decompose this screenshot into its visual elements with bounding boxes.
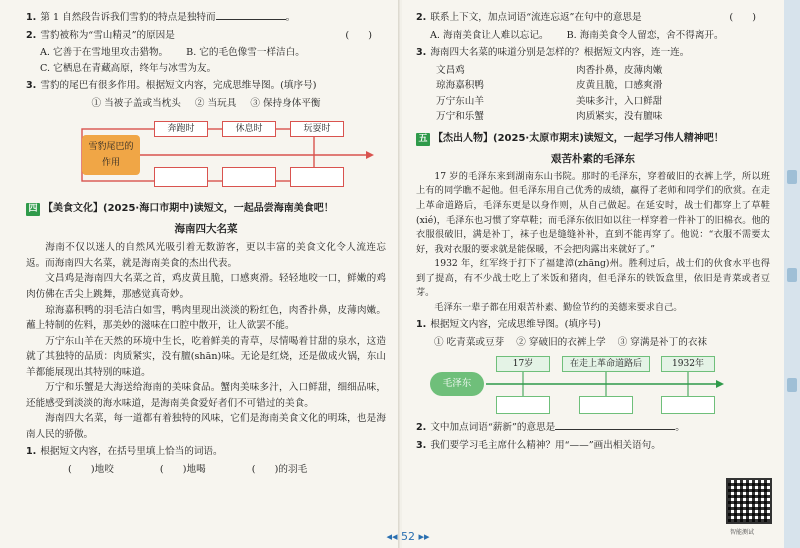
choice-item: ③ 保持身体平衡 bbox=[250, 97, 321, 109]
question-number: 3. bbox=[26, 80, 37, 92]
dish-taste[interactable]: 肉质紧实，没有膻味 bbox=[576, 111, 663, 123]
question-number: 1. bbox=[416, 319, 427, 331]
choice-item: ② 穿破旧的衣裤上学 bbox=[516, 336, 606, 348]
options-row bbox=[26, 45, 386, 61]
answer-blank[interactable] bbox=[216, 10, 286, 20]
choice-list bbox=[26, 96, 386, 112]
qr-label: 智能测试 bbox=[730, 529, 755, 536]
answer-blank[interactable] bbox=[555, 420, 675, 430]
paragraph: 海南不仅以迷人的自然风光吸引着无数游客，更以丰富的美食文化令人流连忘返。而海南四大名菜，就是海南美食的杰出代表。 bbox=[26, 242, 386, 269]
article-body bbox=[26, 240, 386, 442]
answer-box[interactable] bbox=[661, 396, 715, 414]
article-body bbox=[416, 170, 770, 315]
option-a[interactable]: A. 它善于在雪地里攻击猎物。 bbox=[40, 47, 169, 59]
option-a[interactable]: A. 海南美食让人难以忘记。 bbox=[430, 29, 549, 41]
matching-exercise bbox=[436, 63, 770, 125]
choice-item: ② 当玩具 bbox=[194, 97, 237, 109]
question-2 bbox=[416, 10, 770, 26]
section-5-question-3 bbox=[416, 438, 770, 454]
section-title: 【杰出人物】(2025·太原市期末)读短文，一起学习伟人精神吧！ bbox=[433, 132, 724, 144]
section-4-heading bbox=[26, 201, 386, 217]
page-edge bbox=[784, 0, 800, 548]
choice-item: ① 当被子盖或当枕头 bbox=[91, 97, 181, 109]
paragraph: 琼海嘉积鸭的羽毛洁白如雪，鸭肉里现出淡淡的粉红色，肉香扑鼻，皮薄肉嫩。蘸上特制的佐料，那美妙的滋味在口腔中散开，让人欲罢不能。 bbox=[26, 304, 386, 332]
next-page-icon[interactable]: ▸▸ bbox=[415, 530, 430, 543]
fill-item[interactable]: ( )的羽毛 bbox=[251, 463, 308, 475]
paragraph: 毛泽东一辈子都在用艰苦朴素、勤俭节约的美德来要求自己。 bbox=[434, 301, 683, 313]
mind-map-root: 毛泽东 bbox=[430, 372, 484, 396]
fill-item[interactable]: ( )地咬 bbox=[68, 463, 114, 475]
arrow-icon bbox=[366, 151, 374, 159]
dish-name[interactable]: 万宁和乐蟹 bbox=[436, 111, 484, 123]
stage-label: 1932年 bbox=[661, 356, 715, 372]
choice-item: ① 吃青菜或豆芽 bbox=[434, 336, 505, 348]
qr-code[interactable] bbox=[726, 478, 772, 524]
paragraph: 17 岁的毛泽东来到湖南东山书院。那时的毛泽东，穿着破旧的衣裤上学，所以班上有的同学瞧不起他。但毛泽东用自己优秀的成绩，赢得了老师和同学们的欣赏。在走上革命道路后，毛泽东更是以身作则，从自己做起。在延安时，战士们都穿上了草鞋(xié)，毛泽东也习惯了穿草鞋；而毛泽东依旧如以往一样穿着一件补丁的旧棉衣。他的衣服很破旧，满是补丁，袜子也是缝缝补补，直到不能再穿了。他说：“衣服不需要太好，我对衣服的要求就是能保暖，不会把肉露出来就好了。” bbox=[416, 170, 770, 255]
option-c[interactable]: C. 它栖息在青藏高原，终年与冰雪为友。 bbox=[40, 62, 217, 74]
question-3 bbox=[26, 78, 386, 94]
article-title: 艰苦朴素的毛泽东 bbox=[551, 152, 635, 165]
question-text: 联系上下文，加点词语“流连忘返”在句中的意思是 bbox=[430, 12, 642, 23]
mind-map-root: 雪豹尾巴的作用 bbox=[82, 135, 140, 175]
paragraph: 1932 年，红军终于打下了福建漳(zhāng)州。胜利过后，战士们的伙食水平也得到了提高，有不少战士吃上了米饭和猪肉，但毛泽东的铁饭盒里，依旧是青菜或者豆芽。 bbox=[416, 258, 770, 299]
section-tag: 五 bbox=[416, 133, 430, 146]
answer-box[interactable] bbox=[496, 396, 550, 414]
question-number: 1. bbox=[26, 12, 37, 23]
fill-item[interactable]: ( )地喝 bbox=[159, 463, 206, 475]
dish-name[interactable]: 万宁东山羊 bbox=[436, 95, 484, 107]
section-5-heading bbox=[416, 131, 770, 147]
answer-paren[interactable]: ( ) bbox=[729, 12, 756, 23]
option-b[interactable]: B. 它的毛色像雪一样洁白。 bbox=[186, 47, 305, 59]
prev-page-icon[interactable]: ◂◂ bbox=[386, 530, 401, 543]
paragraph: 万宁和乐蟹是大海送给海南的美味食品。蟹肉美味多汁，入口鲜甜，细细品味，还能感受到淡淡的海水味道，是海南美食爱好者们不可错过的美食。 bbox=[26, 382, 386, 409]
question-number: 2. bbox=[26, 29, 37, 41]
dish-name[interactable]: 琼海嘉积鸭 bbox=[436, 80, 484, 92]
edge-tab[interactable] bbox=[787, 378, 797, 392]
dish-taste[interactable]: 美味多汁，入口鲜甜 bbox=[576, 95, 663, 107]
paragraph: 万宁东山羊在天然的环境中生长，吃着鲜美的青草，尽情喝着甘甜的泉水，这造就了其独特的品质：肉质紧实，没有膻(shān)味。无论是红烧，还是做成火锅，东山羊都能展现出其特别的味道。 bbox=[26, 335, 386, 378]
section-5-question-2: 2. 文中加点词语“薪新”的意思是 。 bbox=[416, 422, 685, 434]
answer-box[interactable] bbox=[290, 167, 344, 187]
option-b[interactable]: B. 海南美食令人留恋，舍不得离开。 bbox=[566, 29, 724, 41]
branch-label: 休息时 bbox=[222, 121, 276, 137]
question-2 bbox=[26, 28, 386, 44]
branch-label: 奔跑时 bbox=[154, 121, 208, 137]
question-text: 雪豹被称为“雪山精灵”的原因是 bbox=[40, 29, 175, 41]
question-text: 海南四大名菜的味道分别是怎样的？根据短文内容，连一连。 bbox=[430, 47, 690, 59]
question-1: 1. 第 1 自然段告诉我们雪豹的特点是独特而 。 bbox=[26, 12, 296, 23]
question-number: 1. bbox=[26, 446, 37, 458]
question-number: 3. bbox=[416, 439, 427, 451]
branch-label: 玩耍时 bbox=[290, 121, 344, 137]
options-row bbox=[416, 28, 770, 44]
question-text: 根据短文内容，在括号里填上恰当的词语。 bbox=[40, 446, 223, 458]
arrow-icon bbox=[716, 380, 724, 388]
question-text: 文中加点词语“薪新”的意思是 bbox=[430, 422, 556, 434]
answer-paren[interactable]: ( ) bbox=[345, 29, 372, 41]
answer-box[interactable] bbox=[222, 167, 276, 187]
question-text: 我们要学习毛主席什么精神？用“——”画出相关语句。 bbox=[430, 439, 661, 451]
dish-taste[interactable]: 肉香扑鼻，皮薄肉嫩 bbox=[576, 64, 663, 76]
mao-mind-map bbox=[416, 354, 770, 418]
answer-box[interactable] bbox=[154, 167, 208, 187]
section-tag: 四 bbox=[26, 203, 40, 216]
edge-tab[interactable] bbox=[787, 268, 797, 282]
section-4-question-1 bbox=[26, 444, 386, 460]
question-text: 雪豹的尾巴有很多作用。根据短文内容，完成思维导图。(填序号) bbox=[40, 80, 317, 92]
article-title: 海南四大名菜 bbox=[174, 223, 238, 236]
right-page bbox=[402, 0, 784, 548]
choice-item: ③ 穿满是补丁的衣袜 bbox=[617, 336, 708, 348]
question-text: 根据短文内容，完成思维导图。(填序号) bbox=[430, 319, 601, 331]
stage-label: 17岁 bbox=[496, 356, 550, 372]
page-footer bbox=[368, 530, 448, 543]
paragraph: 海南四大名菜，每一道都有着独特的风味，它们是海南美食文化的明珠，也是海南人民的骄傲。 bbox=[26, 413, 386, 440]
paragraph: 文昌鸡是海南四大名菜之首，鸡皮黄且脆，口感爽滑。轻轻地咬一口，鲜嫩的鸡肉仿佛在舌尖上跳舞，那感觉真奇妙。 bbox=[26, 273, 386, 300]
question-number: 2. bbox=[416, 422, 427, 434]
question-text: 第 1 自然段告诉我们雪豹的特点是独特而 bbox=[40, 12, 216, 23]
page-number: 52 bbox=[401, 530, 415, 543]
edge-tab[interactable] bbox=[787, 170, 797, 184]
section-5-question-1 bbox=[416, 317, 770, 333]
question-3 bbox=[416, 45, 770, 61]
section-title: 【美食文化】(2025·海口市期中)读短文，一起品尝海南美食吧！ bbox=[43, 203, 334, 215]
tail-mind-map bbox=[26, 115, 386, 195]
question-number: 2. bbox=[416, 12, 427, 23]
dish-name[interactable]: 文昌鸡 bbox=[436, 64, 465, 76]
stage-label: 在走上革命道路后 bbox=[562, 356, 650, 372]
fill-items bbox=[26, 462, 386, 478]
question-number: 3. bbox=[416, 47, 427, 59]
answer-box[interactable] bbox=[579, 396, 633, 414]
dish-taste[interactable]: 皮黄且脆，口感爽滑 bbox=[576, 80, 663, 92]
choice-list bbox=[416, 335, 770, 351]
